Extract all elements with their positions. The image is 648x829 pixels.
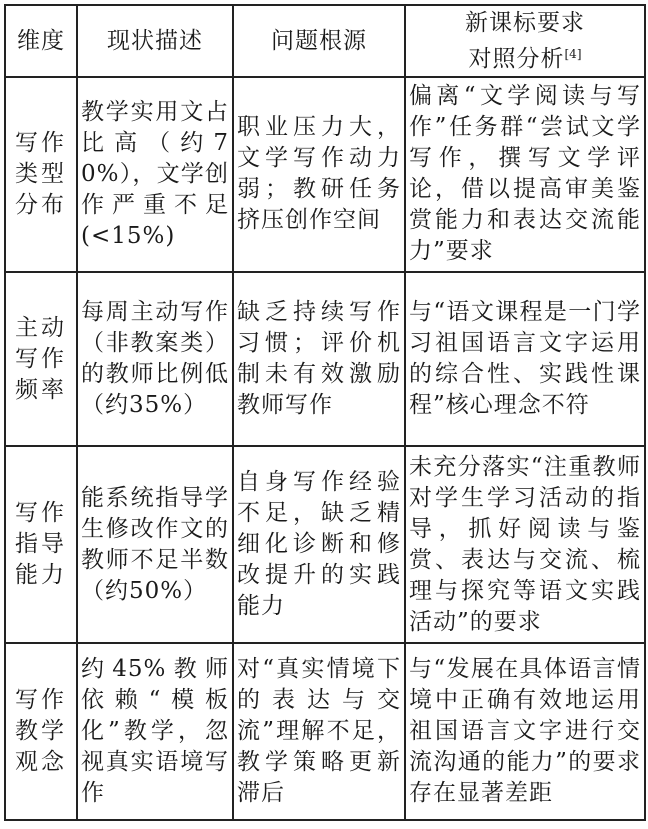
cell-status: 每周主动写作（非教案类）的教师比例低（约35%） bbox=[77, 272, 233, 447]
dimension-label: 写作类型分布 bbox=[15, 129, 67, 218]
cell-requirement: 与“语文课程是一门学习祖国语言文字运用的综合性、实践性课程”核心理念不符 bbox=[405, 272, 645, 447]
dimension-label: 写作指导能力 bbox=[15, 500, 67, 589]
cell-root-cause: 自身写作经验不足，缺乏精细化诊断和修改提升的实践能力 bbox=[233, 446, 405, 643]
dimension-label: 主动写作频率 bbox=[15, 314, 67, 403]
cell-dimension bbox=[5, 272, 77, 447]
comparison-table-container bbox=[4, 4, 644, 821]
cell-dimension bbox=[5, 77, 77, 272]
table-row bbox=[5, 77, 645, 272]
header-status: 现状描述 bbox=[77, 5, 233, 77]
header-requirement bbox=[405, 5, 645, 77]
header-root-cause: 问题根源 bbox=[233, 5, 405, 77]
cell-root-cause: 缺乏持续写作习惯；评价机制未有效激励教师写作 bbox=[233, 272, 405, 447]
cell-status: 约45%教师依赖“模板化”教学，忽视真实语境写作 bbox=[77, 643, 233, 820]
header-requirement-line1: 新课标要求 bbox=[465, 9, 585, 36]
table-row bbox=[5, 643, 645, 820]
cell-status: 能系统指导学生修改作文的教师不足半数（约50%） bbox=[77, 446, 233, 643]
cell-requirement: 未充分落实“注重教师对学生学习活动的指导，抓好阅读与鉴赏、表达与交流、梳理与探究等语文实践活动”的要求 bbox=[405, 446, 645, 643]
citation-ref: [4] bbox=[564, 46, 582, 61]
header-requirement-line2-text: 对照分析 bbox=[468, 45, 565, 72]
header-requirement-line2 bbox=[409, 39, 641, 75]
cell-status: 教学实用文占比高（约70%），文学创作严重不足(<15%) bbox=[77, 77, 233, 272]
table-row bbox=[5, 272, 645, 447]
cell-requirement: 偏离“文学阅读与写作”任务群“尝试文学写作，撰写文学评论，借以提高审美鉴赏能力和表达交流能力”要求 bbox=[405, 77, 645, 272]
header-dimension: 维度 bbox=[5, 5, 77, 77]
dimension-label: 写作教学观念 bbox=[15, 687, 67, 776]
cell-dimension bbox=[5, 446, 77, 643]
table-header-row bbox=[5, 5, 645, 77]
cell-requirement: 与“发展在具体语言情境中正确有效地运用祖国语言文字进行交流沟通的能力”的要求存在显著差距 bbox=[405, 643, 645, 820]
cell-root-cause: 职业压力大，文学写作动力弱；教研任务挤压创作空间 bbox=[233, 77, 405, 272]
cell-root-cause: 对“真实情境下的表达与交流”理解不足，教学策略更新滞后 bbox=[233, 643, 405, 820]
writing-teaching-analysis-table bbox=[4, 4, 646, 821]
cell-dimension bbox=[5, 643, 77, 820]
table-row bbox=[5, 446, 645, 643]
